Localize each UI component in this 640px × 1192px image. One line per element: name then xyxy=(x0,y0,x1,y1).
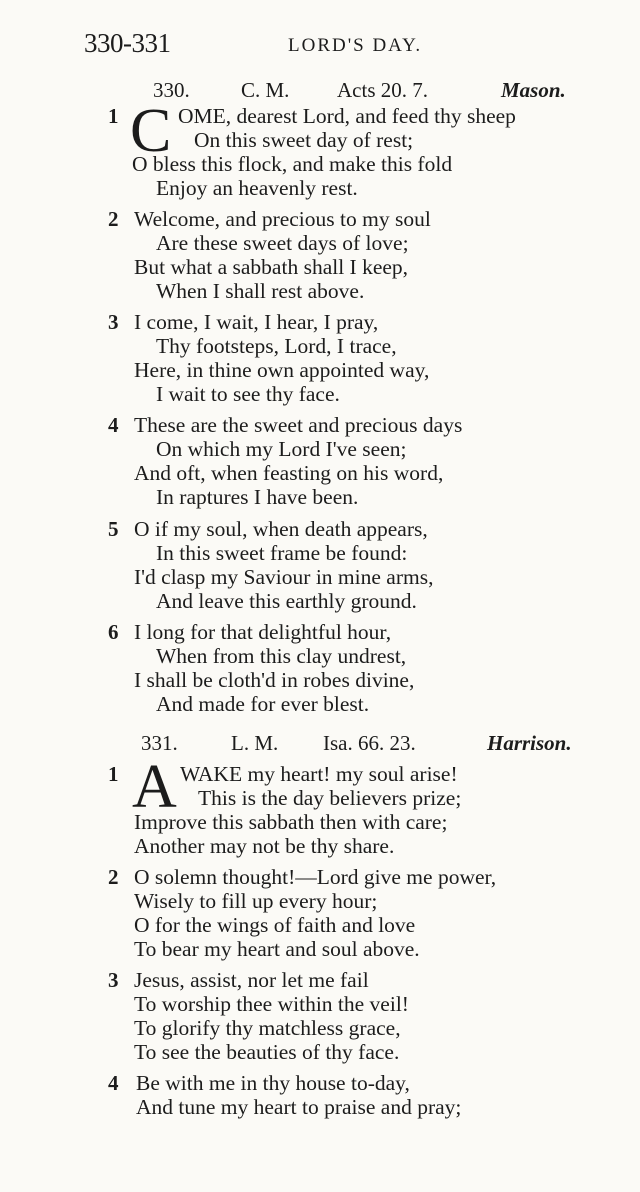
page-header xyxy=(84,28,604,60)
hymn-331-heading xyxy=(141,731,585,757)
hymn-number: 330. xyxy=(153,78,190,102)
hymn-scripture: Isa. 66. 23. xyxy=(323,731,416,755)
verse-line: Wisely to fill up every hour; xyxy=(134,889,378,913)
verse-line: O for the wings of faith and love xyxy=(134,913,416,937)
stanza-number: 4 xyxy=(108,1071,119,1095)
hymn-meter: L. M. xyxy=(231,731,279,755)
verse-line: When from this clay undrest, xyxy=(156,644,407,668)
verse-line: To bear my heart and soul above. xyxy=(134,937,420,961)
verse-line: Another may not be thy share. xyxy=(134,834,395,858)
verse-line: I wait to see thy face. xyxy=(156,382,340,406)
stanza-number: 3 xyxy=(108,968,119,992)
running-title: LORD'S DAY. xyxy=(288,35,423,56)
stanza-number: 1 xyxy=(108,762,119,786)
verse-line: And leave this earthly ground. xyxy=(156,589,417,613)
drop-cap: A xyxy=(132,753,177,821)
hymn-meter: C. M. xyxy=(241,78,290,102)
verse-line: On this sweet day of rest; xyxy=(194,128,414,152)
verse-line: To glorify thy matchless grace, xyxy=(134,1016,401,1040)
verse-line: And tune my heart to praise and pray; xyxy=(136,1095,462,1119)
verse-line: I come, I wait, I hear, I pray, xyxy=(134,310,379,334)
verse-line: Welcome, and precious to my soul xyxy=(134,207,431,231)
verse-line: And made for ever blest. xyxy=(156,692,370,716)
verse-line: To see the beauties of thy face. xyxy=(134,1040,400,1064)
verse-line: O bless this flock, and make this fold xyxy=(132,152,453,176)
verse-line: These are the sweet and precious days xyxy=(134,413,463,437)
stanza-number: 6 xyxy=(108,620,119,644)
stanza-number: 2 xyxy=(108,865,119,889)
verse-line: In raptures I have been. xyxy=(156,485,359,509)
stanza-number: 5 xyxy=(108,517,119,541)
verse-line: Be with me in thy house to-day, xyxy=(136,1071,410,1095)
verse-line: WAKE my heart! my soul arise! xyxy=(180,762,458,786)
hymn-tune: Mason. xyxy=(501,78,566,102)
hymn-tune: Harrison. xyxy=(487,731,572,755)
verse-line: Improve this sabbath then with care; xyxy=(134,810,448,834)
stanza-number: 4 xyxy=(108,413,119,437)
verse-line: I'd clasp my Saviour in mine arms, xyxy=(134,565,434,589)
verse-line: Are these sweet days of love; xyxy=(156,231,409,255)
verse-line: Thy footsteps, Lord, I trace, xyxy=(156,334,397,358)
verse-line: Here, in thine own appointed way, xyxy=(134,358,430,382)
hymn-number: 331. xyxy=(141,731,178,755)
verse-line: O solemn thought!—Lord give me power, xyxy=(134,865,497,889)
stanza-number: 1 xyxy=(108,104,119,128)
verse-line: I long for that delightful hour, xyxy=(134,620,392,644)
verse-line: On which my Lord I've seen; xyxy=(156,437,407,461)
verse-line: I shall be cloth'd in robes divine, xyxy=(134,668,415,692)
drop-cap: C xyxy=(130,97,172,165)
hymn-330-heading xyxy=(153,78,597,104)
verse-line: In this sweet frame be found: xyxy=(156,541,408,565)
verse-line: When I shall rest above. xyxy=(156,279,365,303)
verse-line: To worship thee within the veil! xyxy=(134,992,409,1016)
verse-line: OME, dearest Lord, and feed thy sheep xyxy=(178,104,516,128)
verse-line: O if my soul, when death appears, xyxy=(134,517,428,541)
verse-line: Enjoy an heavenly rest. xyxy=(156,176,358,200)
verse-line: This is the day believers prize; xyxy=(198,786,462,810)
verse-line: And oft, when feasting on his word, xyxy=(134,461,444,485)
verse-line: Jesus, assist, nor let me fail xyxy=(134,968,369,992)
stanza-number: 3 xyxy=(108,310,119,334)
stanza-number: 2 xyxy=(108,207,119,231)
verse-line: But what a sabbath shall I keep, xyxy=(134,255,409,279)
hymn-scripture: Acts 20. 7. xyxy=(337,78,428,102)
page-numbers: 330-331 xyxy=(84,28,171,58)
